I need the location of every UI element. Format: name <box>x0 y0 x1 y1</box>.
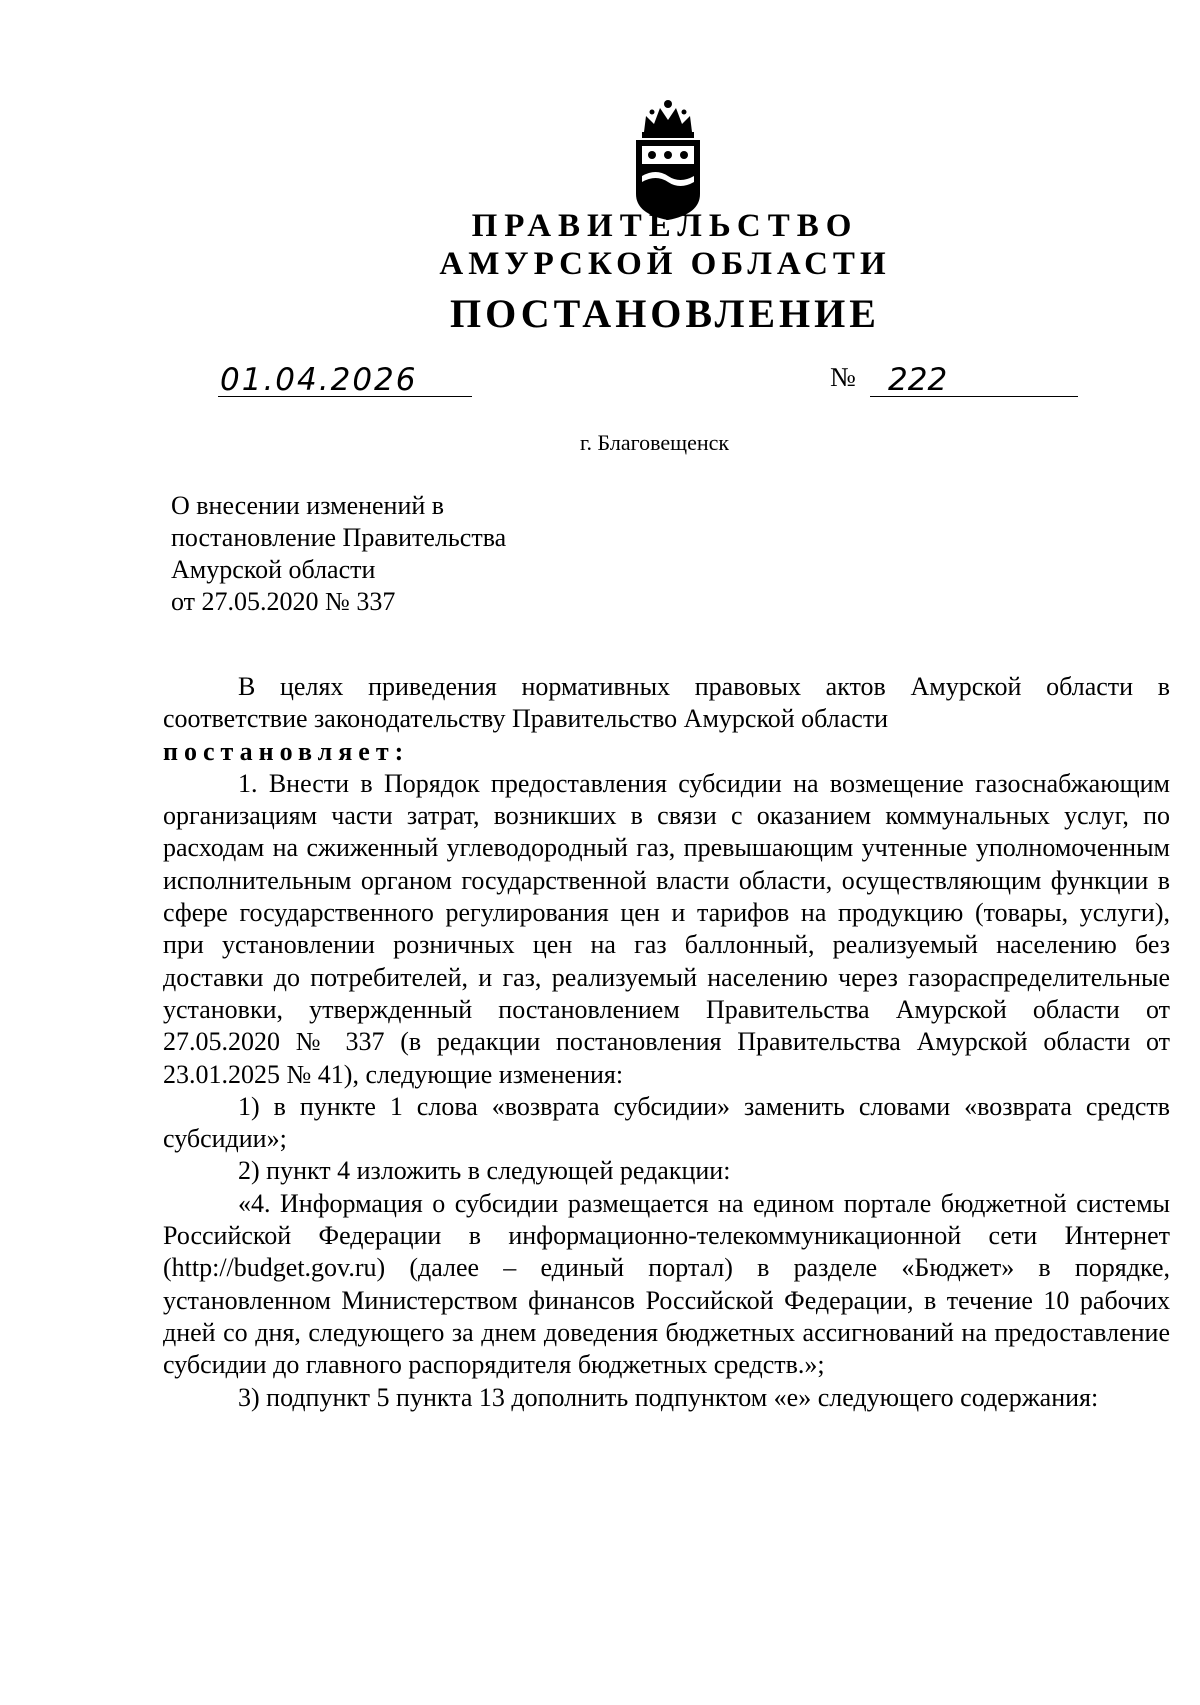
header-government: ПРАВИТЕЛЬСТВО <box>471 208 859 244</box>
subitem-2-paragraph: 2) пункт 4 изложить в следующей редакции: <box>238 1156 731 1186</box>
header-region: АМУРСКОЙ ОБЛАСТИ <box>439 246 891 282</box>
date-value: 01.04.2026 <box>220 362 418 398</box>
quoted-point-4-paragraph: «4. Информация о субсидии размещается на едином портале бюджетной системы Российской Федерации в информационно-телекоммуникационной сети Интернет (http://budget.gov.ru) (далее – единый портал) в разделе «Бюджет» в порядке, установленном Министерством финансов Российской Федерации, в течение 10 рабочих дней со дня, следующего за днем доведения бюджетных ассигнований на предоставление субсидии до главного распорядителя бюджетных средств.»; <box>163 1188 1170 1380</box>
date-field <box>218 362 472 397</box>
subject-line: постановление Правительства <box>171 523 507 552</box>
number-label: № <box>830 362 856 392</box>
item-1-text: Внести в Порядок предоставления субсидии на возмещение газоснабжающим организациям части затрат, возникших в связи с оказанием коммунальных услуг, по расходам на сжиженный углеводородный газ, превышающим учтенные уполномоченным исполнительным органом государственной власти области, осуществляющим функции в сфере государственного регулирования цен и тарифов на продукцию (товары, услуги), при установлении розничных цен на газ баллонный, реализуемый населению без доставки до потребителей, и газ, реализуемый населению через газораспределительные установки, утвержденный постановлением Правительства Амурской области от 27.05.2020 № 337 (в редакции постановления Правительства Амурской области от 23.01.2025 № 41), следующие изменения: <box>163 768 1171 1089</box>
decides-word: постановляет: <box>163 736 410 766</box>
subject-line: О внесении изменений в <box>171 491 445 520</box>
intro-paragraph: В целях приведения нормативных правовых актов Амурской области в соответствие законодательству Правительство Амурской области <box>163 672 1170 734</box>
subitem-3-paragraph: 3) подпункт 5 пункта 13 дополнить подпунктом «е» следующего содержания: <box>238 1382 1099 1412</box>
document-type-title: ПОСТАНОВЛЕНИЕ <box>450 291 880 336</box>
city-label: г. Благовещенск <box>580 430 730 455</box>
subitem-1-paragraph: 1) в пункте 1 слова «возврата субсидии» заменить словами «возврата средств субсидии»; <box>163 1091 1170 1154</box>
subject-line: от 27.05.2020 № 337 <box>171 587 396 616</box>
decides-paragraph <box>163 736 1170 768</box>
document-subject <box>171 490 506 618</box>
number-field <box>870 362 1078 397</box>
document-body <box>163 671 1170 1414</box>
amur-region-coat-of-arms-icon <box>626 98 710 222</box>
item-1-paragraph <box>163 768 1170 1091</box>
item-1-number: 1. <box>238 768 258 798</box>
number-value: 222 <box>888 362 948 398</box>
subject-line: Амурской области <box>171 555 376 584</box>
